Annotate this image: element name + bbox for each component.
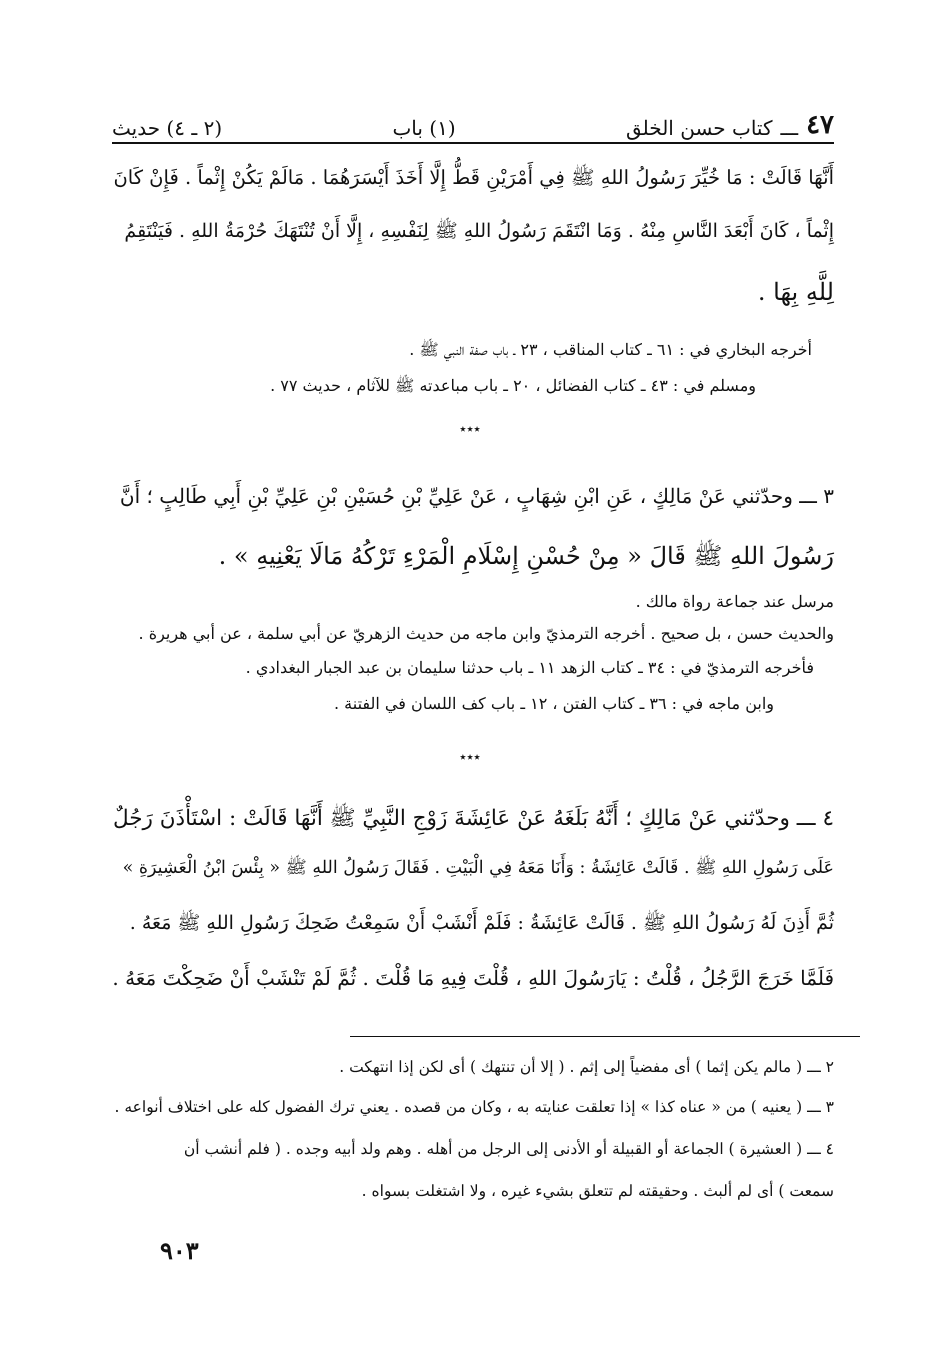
header-divider — [112, 142, 834, 144]
chapter-label: (١) باب — [392, 116, 456, 140]
hadith-2-ref-2: ومسلم في : ٤٣ ـ كتاب الفضائل ، ٢٠ ـ باب مباعدته ﷺ للآثام ، حديث ٧٧ . — [270, 376, 756, 395]
hadith-2-references — [112, 336, 834, 406]
hadith-3-line-2: رَسُولَ اللهِ ﷺ قَالَ « مِنْ حُسْنِ إِسْلَامِ الْمَرْءِ تَرْكُهُ مَالَا يَعْنِيهِ » . — [218, 542, 834, 570]
hadith-range: (٢ ـ ٤) حديث — [112, 116, 223, 140]
footnote-4-continued: سمعت ) أى لم ألبث . وحقيقته لم تتعلق بشيء غيره ، ولا اشتغلت بسواه . — [361, 1182, 834, 1200]
page-number: ٩٠٣ — [160, 1236, 199, 1265]
book-title: كتاب حسن الخلق — [626, 116, 773, 140]
footnote-4: ٤ ـــ ( العشيرة ) الجماعة أو القبيلة أو الأدنى إلى الرجل من أهله . وهم ولد أبيه وجده . ( فلم أنشب أن — [183, 1140, 834, 1158]
hadith-4-line-2: عَلَى رَسُولِ اللهِ ﷺ . قَالَتْ عَائِشَةُ : وَأَنَا مَعَهُ فِي الْبَيْتِ . فَقَالَ رَسُولُ اللهِ ﷺ « بِئْسَ ابْنُ الْعَشِيرَةِ » — [122, 858, 834, 878]
header-dash: ـــ — [780, 116, 799, 140]
hadith-2-line-3: لِلَّهِ بِهَا . — [757, 278, 834, 306]
section-separator-2: ٭٭٭ — [459, 750, 481, 765]
hadith-2-text — [112, 160, 834, 320]
hadith-4-line-3: ثُمَّ أَذِنَ لَهُ رَسُولُ اللهِ ﷺ . قَالَتْ عَائِشَةُ : فَلَمْ أَنْشَبْ أَنْ سَمِعْتُ ضَحِكَ رَسُولِ اللهِ ﷺ مَعَهُ . — [129, 912, 834, 934]
footnote-3: ٣ ـــ ( يعنيه ) من « عناه كذا » إذا تعلقت عنايته به ، وكان من قصده . يعني ترك الفضول كله على اختلاف أنواعه . — [114, 1098, 834, 1116]
hadith-3-ref-3: فأخرجه الترمذيّ في : ٣٤ ـ كتاب الزهد ١١ ـ باب حدثنا سليمان بن عبد الجبار البغدادي . — [245, 658, 814, 677]
hadith-3-references — [112, 586, 834, 726]
hadith-4-line-4: فَلَمَّا خَرَجَ الرَّجُلُ ، قُلْتُ : يَارَسُولَ اللهِ ، قُلْتَ فِيهِ مَا قُلْتَ . ثُمَّ لَمْ تَنْشَبْ أَنْ ضَحِكْتَ مَعَهُ . — [112, 966, 834, 990]
hadith-2-ref-1: أخرجه البخاري في : ٦١ ـ كتاب المناقب ، ٢٣ ـ باب صفة النبي ﷺ . — [409, 340, 812, 359]
header-title-group — [626, 110, 834, 140]
footnote-2: ٢ ـــ ( مالم يكن إثما ) أى مفضياً إلى إثم . ( إلا أن تنتهك ) أى لكن إذا انتهكت . — [339, 1058, 834, 1076]
footnotes — [112, 1050, 834, 1210]
hadith-3-text — [112, 476, 834, 586]
hadith-3-ref-1: مرسل عند جماعة رواة مالك . — [635, 592, 834, 611]
running-header — [112, 100, 834, 140]
hadith-4-line-1: ٤ ـــ وحدّثني عَنْ مَالِكٍ ؛ أَنَّهُ بَلَغَهُ عَنْ عَائِشَةَ زَوْجِ النَّبِيِّ ﷺ أَنَّهَا قَالَتْ : اسْتَأْذَنَ رَجُلٌ — [112, 806, 834, 831]
hadith-3-line-1: ٣ ـــ وحدّثني عَنْ مَالِكٍ ، عَنِ ابْنِ شِهَابٍ ، عَنْ عَلِيِّ بْنِ حُسَيْنِ بْنِ عَلِيِّ بْنِ أَبِي طَالِبٍ ؛ أَنَّ — [119, 484, 834, 508]
hadith-4-text — [112, 800, 834, 1000]
section-separator: ٭٭٭ — [459, 422, 481, 437]
hadith-3-ref-4: وابن ماجه في : ٣٦ ـ كتاب الفتن ، ١٢ ـ باب كف اللسان في الفتنة . — [334, 694, 774, 713]
hadith-3-ref-2: والحديث حسن ، بل صحيح . أخرجه الترمذيّ وابن ماجه من حديث الزهريّ عن أبي سلمة ، عن أبي هريرة . — [138, 624, 834, 643]
hadith-2-line-1: أَنَّهَا قَالَتْ : مَا خُيِّرَ رَسُولُ اللهِ ﷺ فِي أَمْرَيْنِ قَطُّ إِلَّا أَخَذَ أَيْسَرَهُمَا . مَالَمْ يَكُنْ إِثْماً . فَإِنْ كَانَ — [113, 166, 834, 189]
hadith-2-line-2: إِثْماً ، كَانَ أَبْعَدَ النَّاسِ مِنْهُ . وَمَا انْتَقَمَ رَسُولُ اللهِ ﷺ لِنَفْسِهِ ، إِلَّا أَنْ تُنْتَهَكَ حُرْمَةُ اللهِ . فَيَنْتَقِمُ — [124, 220, 834, 242]
footnote-divider — [350, 1036, 860, 1037]
chapter-number: ٤٧ — [806, 110, 834, 140]
